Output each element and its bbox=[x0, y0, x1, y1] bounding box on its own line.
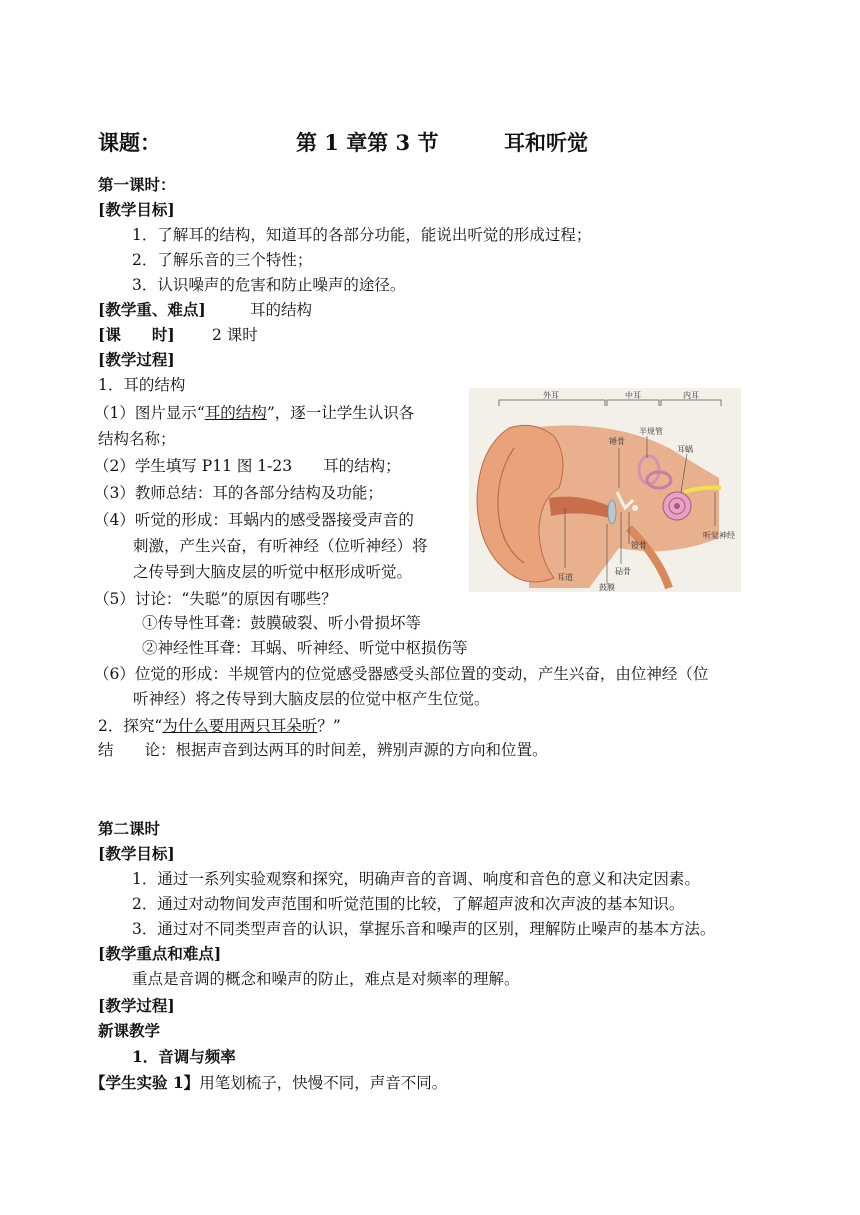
label-incus: 砧骨 bbox=[615, 567, 631, 576]
lesson2-goals-heading: [教学目标] bbox=[98, 844, 175, 863]
lesson1-point-5b: ②神经性耳聋：耳蜗、听神经、听觉中枢损伤等 bbox=[142, 639, 468, 657]
label-eardrum: 鼓膜 bbox=[599, 583, 615, 592]
label-outer-ear: 外耳 bbox=[543, 391, 559, 400]
lesson1-point-3: （3）教师总结：耳的各部分结构及功能； bbox=[94, 484, 383, 502]
label-middle-ear: 中耳 bbox=[625, 391, 641, 400]
lesson1-point-2: （2）学生填写 P11 图 1-23 耳的结构； bbox=[94, 457, 401, 475]
lesson1-point-6-line1: （6）位觉的形成：半规管内的位觉感受器感受头部位置的变动，产生兴奋，由位神经（位 bbox=[94, 665, 709, 683]
point-1-suffix: ”，逐一让学生认识各 bbox=[266, 404, 415, 422]
lesson1-hours-heading: [课 时] bbox=[98, 325, 175, 344]
ear-structure-figure bbox=[469, 388, 741, 592]
lesson2-goal-3: 3．通过对不同类型声音的认识，掌握乐音和噪声的区别，理解防止噪声的基本方法。 bbox=[132, 920, 716, 938]
label-stapes: 镫骨 bbox=[631, 541, 647, 550]
lesson1-conclusion: 结 论：根据声音到达两耳的时间差，辨别声源的方向和位置。 bbox=[98, 741, 548, 759]
lesson1-point-4-line2: 刺激，产生兴奋，有听神经（位听神经）将 bbox=[133, 537, 428, 555]
lesson2-key-heading: [教学重点和难点] bbox=[98, 944, 222, 963]
ear-diagram-svg bbox=[469, 388, 741, 592]
label-ear-canal: 耳道 bbox=[557, 573, 573, 582]
lesson1-point-1 bbox=[94, 402, 414, 424]
lesson2-section-1: 1．音调与频率 bbox=[132, 1047, 236, 1066]
lesson2-goal-2: 2．通过对动物间发声范围和听觉范围的比较，了解超声波和次声波的基本知识。 bbox=[132, 895, 685, 913]
lesson1-point-4-line1: （4）听觉的形成：耳蜗内的感受器接受声音的 bbox=[94, 511, 414, 529]
lesson1-heading: 第一课时： bbox=[98, 175, 176, 194]
page-title: 第 1 章第 3 节 bbox=[296, 130, 439, 155]
lesson2-key-text: 重点是音调的概念和噪声的防止，难点是对频率的理解。 bbox=[132, 970, 520, 988]
lesson1-goals-heading: [教学目标] bbox=[98, 200, 175, 219]
lesson1-key-value: 耳的结构 bbox=[250, 301, 313, 319]
lesson1-goal-2: 2．了解乐音的三个特性； bbox=[132, 251, 313, 269]
lesson1-point-5a: ①传导性耳聋：鼓膜破裂、听小骨损坏等 bbox=[142, 614, 422, 632]
title-label: 课题： bbox=[98, 130, 161, 155]
lesson1-key-heading: [教学重、难点] bbox=[98, 300, 206, 319]
point-1-prefix: （1）图片显示“ bbox=[94, 404, 205, 422]
lesson1-section-1: 1．耳的结构 bbox=[98, 376, 186, 394]
lesson1-point-4-line3: 之传导到大脑皮层的听觉中枢形成听觉。 bbox=[133, 563, 413, 581]
ear-structure-link[interactable]: 耳的结构 bbox=[204, 404, 267, 422]
lesson2-goal-1: 1．通过一系列实验观察和探究，明确声音的音调、响度和音色的意义和决定因素。 bbox=[132, 870, 700, 888]
section-2-prefix: 2．探究“ bbox=[98, 717, 163, 735]
label-semicircular: 半规管 bbox=[639, 427, 663, 436]
lesson2-new-lesson: 新课教学 bbox=[98, 1021, 161, 1040]
label-malleus: 锤骨 bbox=[609, 437, 625, 446]
two-ears-link[interactable]: 为什么要用两只耳朵听 bbox=[162, 717, 318, 735]
lesson2-process-heading: [教学过程] bbox=[98, 996, 175, 1015]
label-inner-ear: 内耳 bbox=[683, 391, 699, 400]
lesson1-goal-1: 1．了解耳的结构，知道耳的各部分功能，能说出听觉的形成过程； bbox=[132, 226, 592, 244]
experiment-1-label: 【学生实验 1】 bbox=[90, 1073, 200, 1092]
label-auditory-nerve: 听觉神经 bbox=[703, 531, 735, 540]
lesson1-point-6-line2: 听神经）将之传导到大脑皮层的位觉中枢产生位觉。 bbox=[133, 690, 490, 708]
lesson2-heading: 第二课时 bbox=[98, 819, 161, 838]
lesson2-experiment-1 bbox=[90, 1072, 447, 1094]
lesson1-hours-value: 2 课时 bbox=[212, 326, 258, 344]
lesson1-section-2 bbox=[98, 715, 341, 737]
lesson1-point-1-cont: 结构名称； bbox=[98, 430, 176, 448]
lesson1-process-heading: [教学过程] bbox=[98, 350, 175, 369]
experiment-1-text: 用笔划梳子，快慢不同，声音不同。 bbox=[199, 1074, 448, 1092]
page-subtitle: 耳和听觉 bbox=[504, 130, 588, 155]
label-cochlea: 耳蜗 bbox=[677, 445, 693, 454]
lesson1-point-5: （5）讨论：“失聪”的原因有哪些？ bbox=[94, 590, 337, 608]
section-2-suffix: ？” bbox=[317, 717, 341, 735]
lesson1-goal-3: 3．认识噪声的危害和防止噪声的途径。 bbox=[132, 276, 406, 294]
